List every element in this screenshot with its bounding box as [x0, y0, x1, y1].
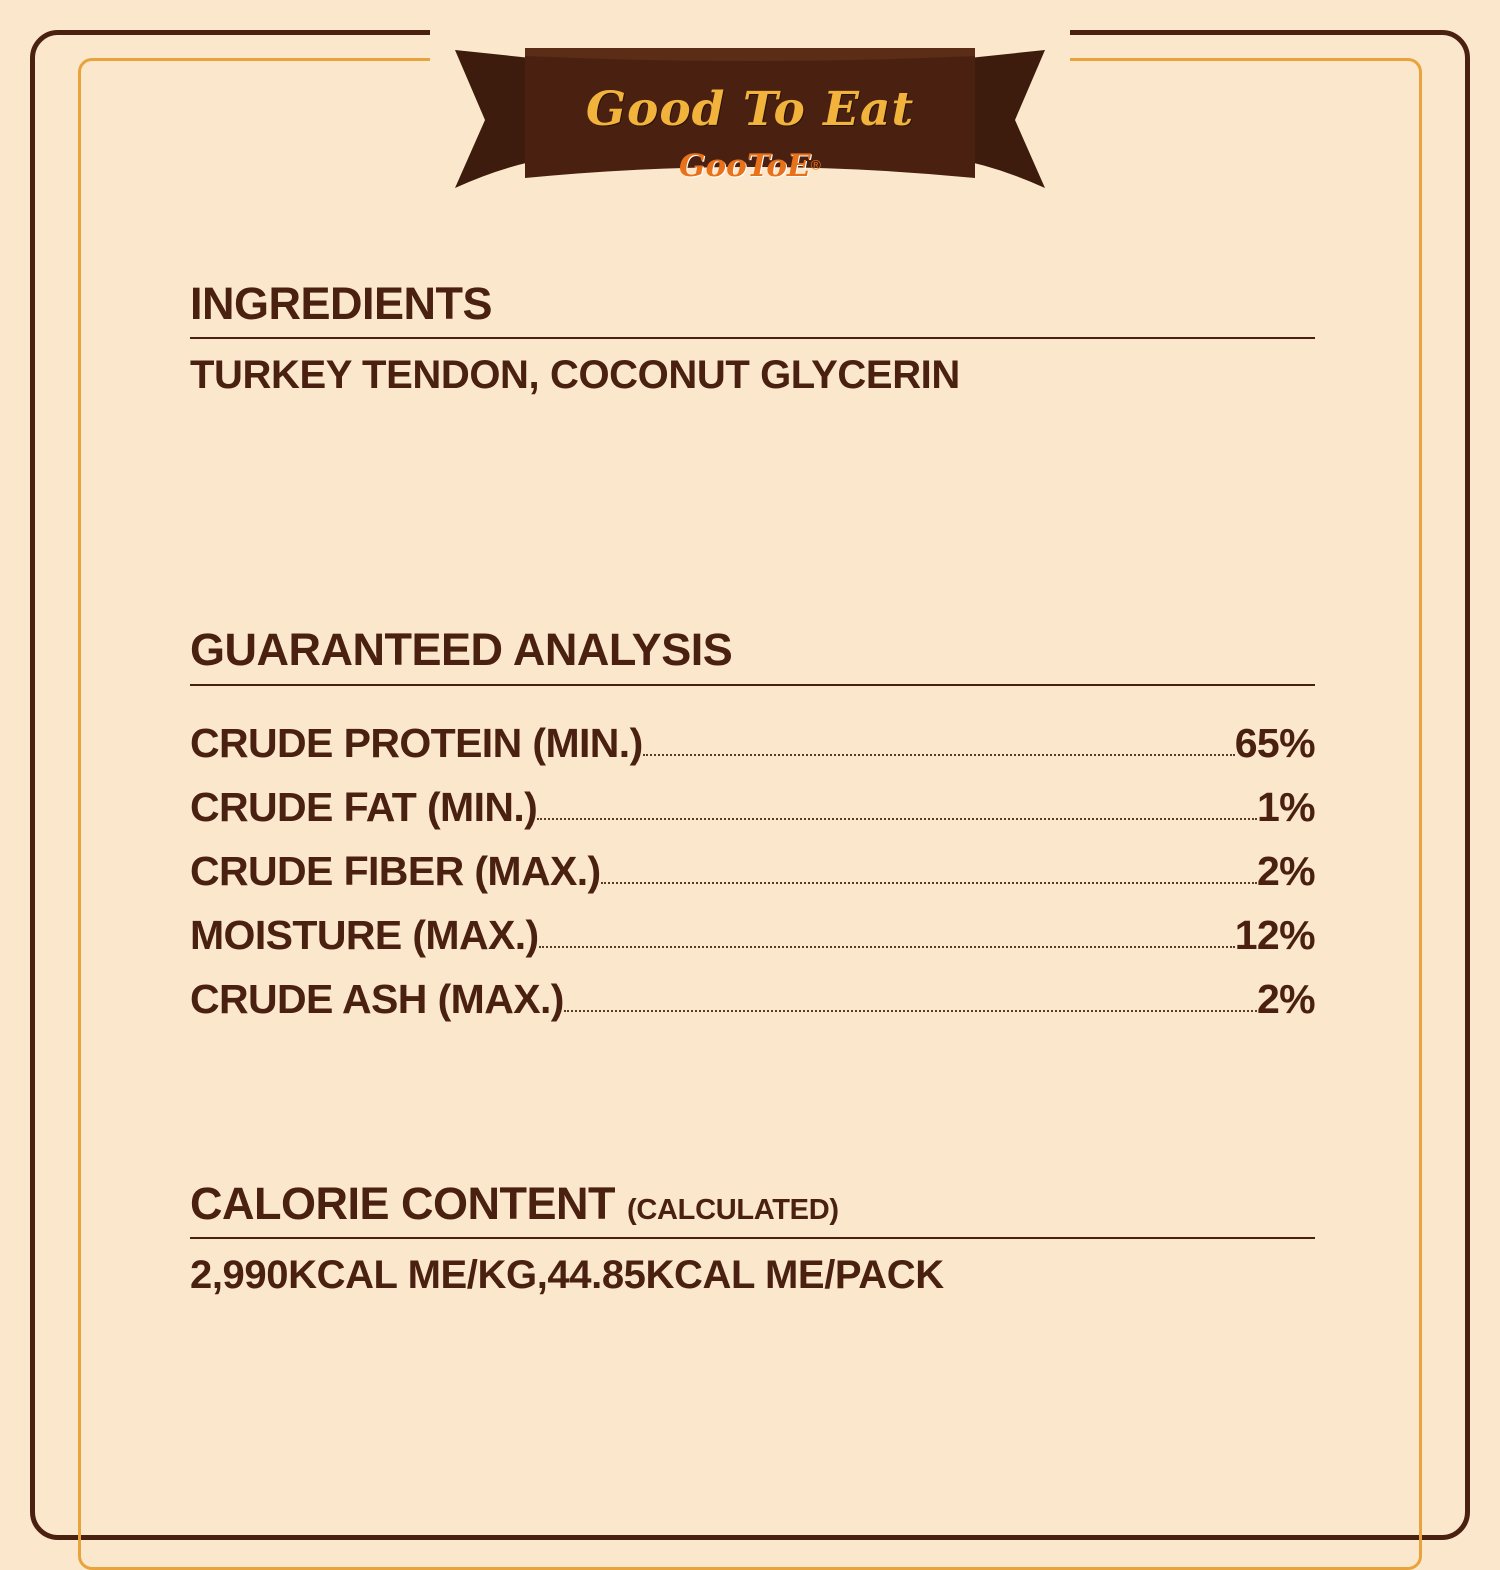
- leader-dots: [537, 818, 1257, 820]
- analysis-label: MOISTURE (MAX.): [190, 911, 539, 958]
- analysis-heading: GUARANTEED ANALYSIS: [190, 624, 733, 676]
- ingredients-text: TURKEY TENDON, COCONUT GLYCERIN: [190, 353, 960, 398]
- calorie-content-section: [190, 1177, 1315, 1298]
- table-row: [190, 764, 1315, 828]
- analysis-value: 1%: [1256, 783, 1315, 830]
- label-content: [190, 280, 1315, 1298]
- analysis-label: CRUDE FIBER (MAX.): [190, 847, 601, 894]
- brand-title: Good To Eat: [585, 82, 915, 137]
- table-row: [190, 956, 1315, 1020]
- leader-dots: [564, 1010, 1257, 1012]
- analysis-value: 12%: [1234, 911, 1315, 958]
- analysis-label: CRUDE ASH (MAX.): [190, 975, 564, 1022]
- table-row: [190, 828, 1315, 892]
- analysis-divider: [190, 684, 1315, 686]
- analysis-value: 65%: [1234, 719, 1315, 766]
- ingredients-heading: INGREDIENTS: [190, 278, 493, 329]
- ingredients-section: [190, 280, 1315, 398]
- leader-dots: [601, 882, 1257, 884]
- guaranteed-analysis-section: [190, 624, 1315, 1022]
- spacer-2: [190, 1020, 1315, 1180]
- table-row: [190, 892, 1315, 956]
- analysis-value: 2%: [1256, 975, 1315, 1022]
- leader-dots: [539, 946, 1235, 948]
- registered-mark: ®: [810, 156, 821, 173]
- analysis-label: CRUDE PROTEIN (MIN.): [190, 719, 643, 766]
- brand-ribbon: [455, 38, 1045, 208]
- analysis-label: CRUDE FAT (MIN.): [190, 783, 538, 830]
- spacer-1: [190, 398, 1315, 626]
- leader-dots: [643, 754, 1235, 756]
- ingredients-divider: [190, 337, 1315, 339]
- table-row: [190, 700, 1315, 764]
- analysis-value: 2%: [1256, 847, 1315, 894]
- brand-logo: [455, 148, 1045, 184]
- brand-logo-word: GooToE: [679, 148, 811, 184]
- calorie-heading: [190, 1177, 1315, 1229]
- calorie-heading-main: CALORIE CONTENT: [190, 1177, 615, 1229]
- calorie-text: 2,990KCAL ME/KG,44.85KCAL ME/PACK: [190, 1252, 944, 1297]
- analysis-rows: [190, 700, 1315, 1020]
- calorie-divider: [190, 1237, 1315, 1239]
- calorie-heading-note: (CALCULATED): [627, 1193, 839, 1226]
